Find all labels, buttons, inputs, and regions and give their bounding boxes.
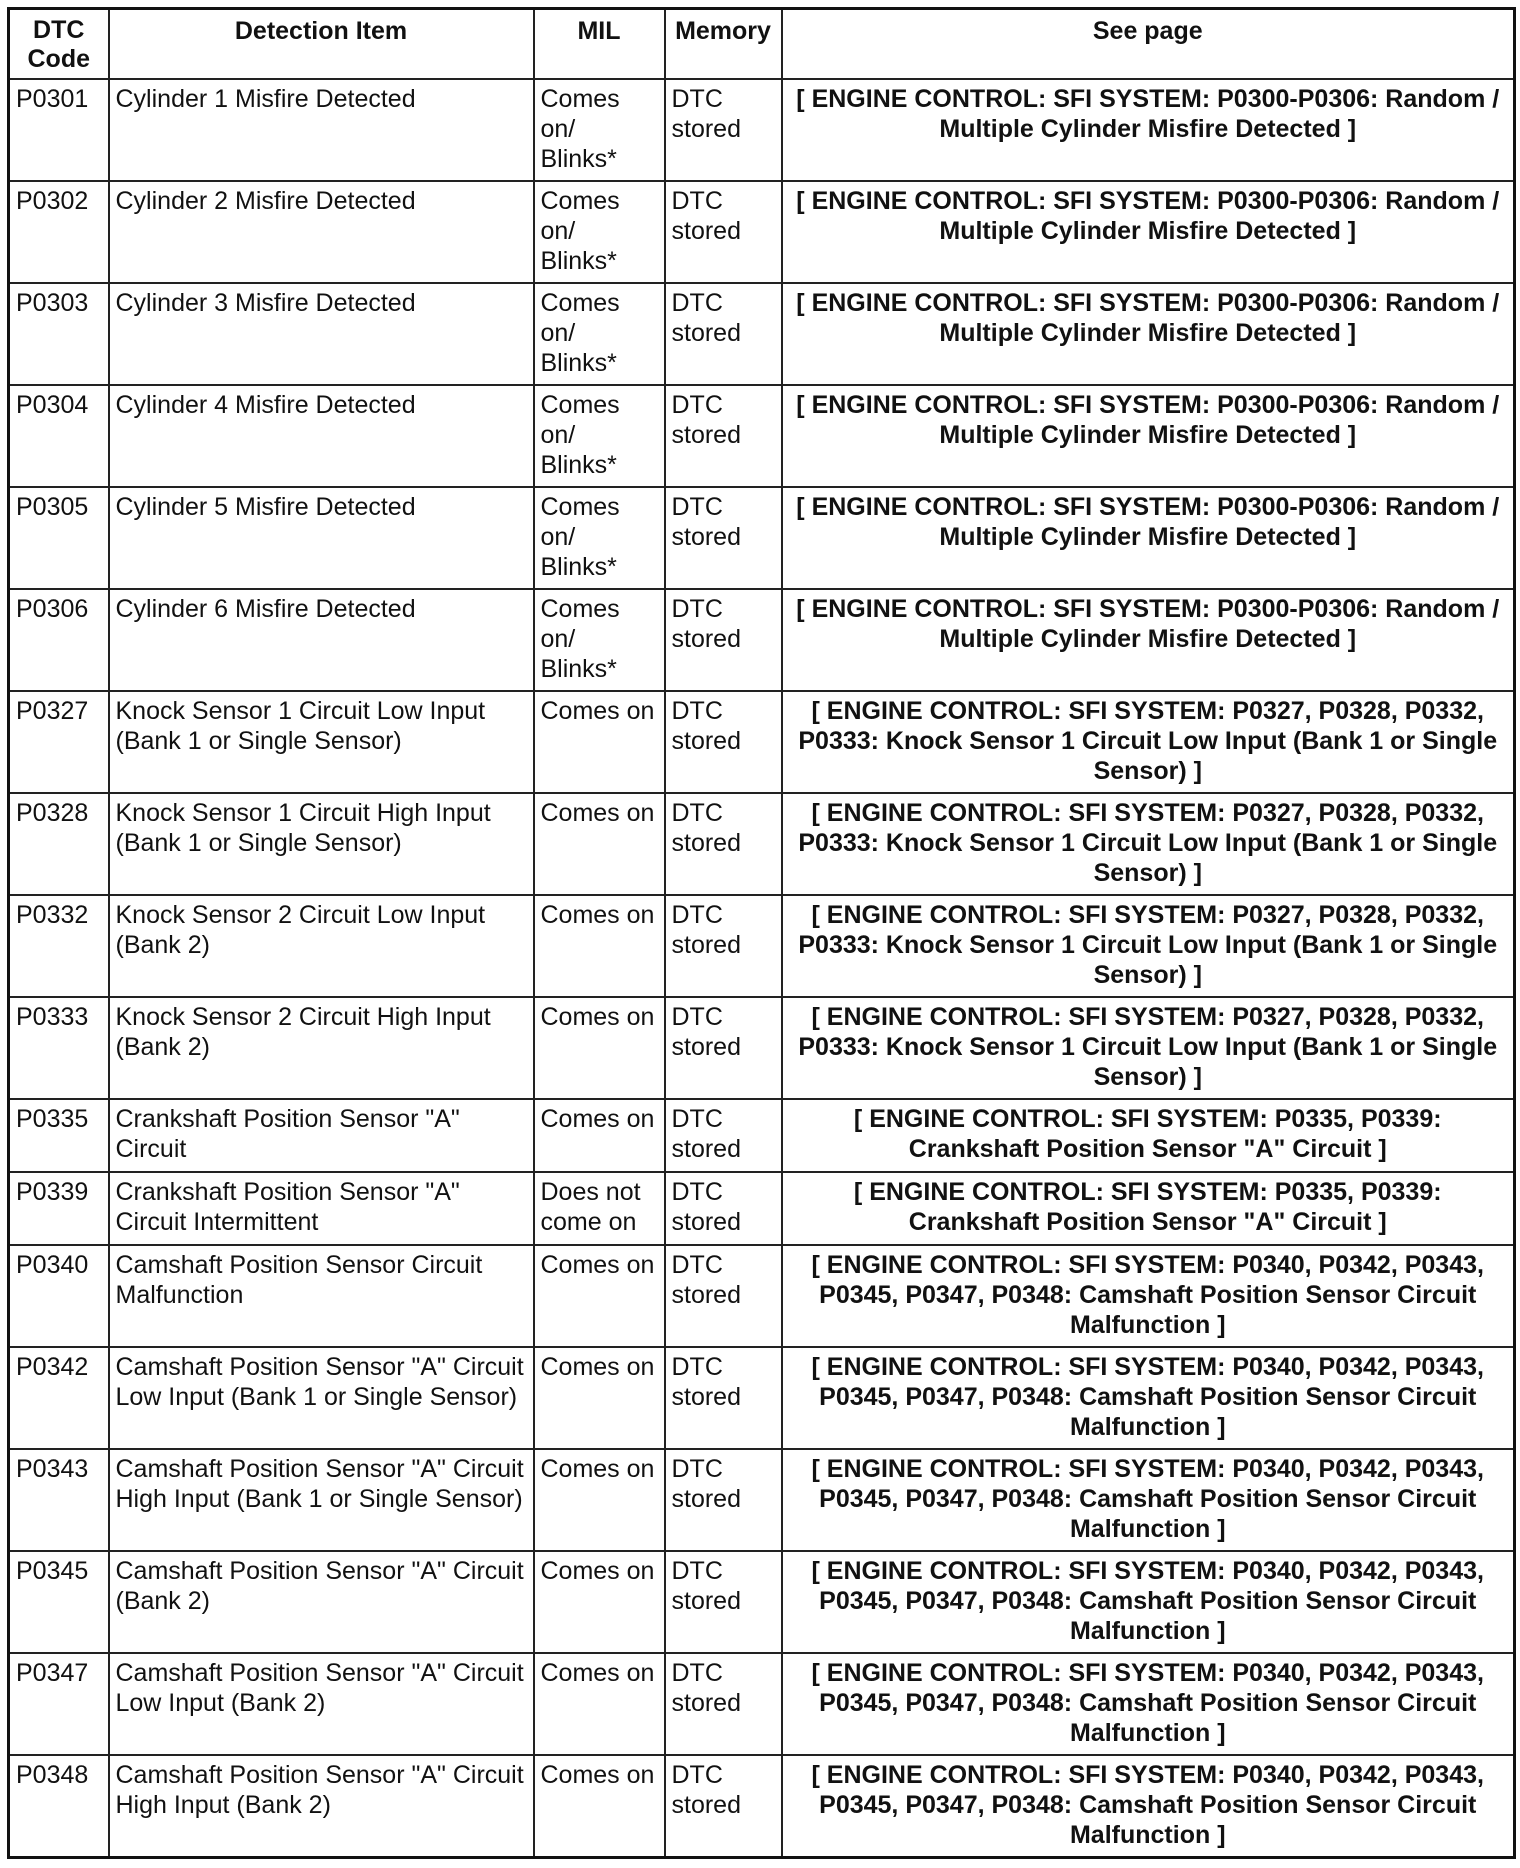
cell-mil: Comes on [534, 1449, 665, 1551]
cell-memory: DTC stored [665, 589, 782, 691]
table-row [9, 1449, 1515, 1551]
cell-dtc-code: P0335 [9, 1099, 109, 1172]
cell-detection-item: Knock Sensor 1 Circuit Low Input (Bank 1 or Single Sensor) [109, 691, 534, 793]
cell-detection-item: Cylinder 2 Misfire Detected [109, 181, 534, 283]
cell-see-page: [ ENGINE CONTROL: SFI SYSTEM: P0340, P0342, P0343, P0345, P0347, P0348: Camshaft Position Sensor Circuit Malfunction ] [782, 1551, 1515, 1653]
cell-dtc-code: P0342 [9, 1347, 109, 1449]
cell-see-page: [ ENGINE CONTROL: SFI SYSTEM: P0327, P0328, P0332, P0333: Knock Sensor 1 Circuit Low Input (Bank 1 or Single Sensor) ] [782, 793, 1515, 895]
cell-mil: Comes on/ Blinks* [534, 487, 665, 589]
cell-memory: DTC stored [665, 1653, 782, 1755]
table-row [9, 181, 1515, 283]
cell-detection-item: Cylinder 3 Misfire Detected [109, 283, 534, 385]
cell-memory: DTC stored [665, 1099, 782, 1172]
table-row [9, 79, 1515, 181]
cell-mil: Comes on [534, 1099, 665, 1172]
cell-mil: Comes on [534, 1755, 665, 1858]
cell-dtc-code: P0347 [9, 1653, 109, 1755]
cell-memory: DTC stored [665, 1347, 782, 1449]
cell-see-page: [ ENGINE CONTROL: SFI SYSTEM: P0300-P0306: Random / Multiple Cylinder Misfire Detected ] [782, 181, 1515, 283]
cell-dtc-code: P0333 [9, 997, 109, 1099]
cell-memory: DTC stored [665, 997, 782, 1099]
dtc-table [7, 7, 1516, 1859]
table-row [9, 793, 1515, 895]
header-dtc-code: DTC Code [9, 9, 109, 80]
table-row [9, 1755, 1515, 1858]
cell-see-page: [ ENGINE CONTROL: SFI SYSTEM: P0300-P0306: Random / Multiple Cylinder Misfire Detected ] [782, 79, 1515, 181]
cell-detection-item: Knock Sensor 1 Circuit High Input (Bank 1 or Single Sensor) [109, 793, 534, 895]
cell-mil: Comes on [534, 1347, 665, 1449]
cell-mil: Comes on [534, 895, 665, 997]
cell-dtc-code: P0340 [9, 1245, 109, 1347]
cell-see-page: [ ENGINE CONTROL: SFI SYSTEM: P0327, P0328, P0332, P0333: Knock Sensor 1 Circuit Low Input (Bank 1 or Single Sensor) ] [782, 691, 1515, 793]
cell-see-page: [ ENGINE CONTROL: SFI SYSTEM: P0340, P0342, P0343, P0345, P0347, P0348: Camshaft Position Sensor Circuit Malfunction ] [782, 1245, 1515, 1347]
table-header-row [9, 9, 1515, 80]
cell-detection-item: Cylinder 1 Misfire Detected [109, 79, 534, 181]
cell-detection-item: Camshaft Position Sensor "A" Circuit High Input (Bank 2) [109, 1755, 534, 1858]
cell-see-page: [ ENGINE CONTROL: SFI SYSTEM: P0340, P0342, P0343, P0345, P0347, P0348: Camshaft Position Sensor Circuit Malfunction ] [782, 1347, 1515, 1449]
table-row [9, 691, 1515, 793]
cell-dtc-code: P0302 [9, 181, 109, 283]
cell-dtc-code: P0348 [9, 1755, 109, 1858]
header-mil: MIL [534, 9, 665, 80]
cell-dtc-code: P0305 [9, 487, 109, 589]
cell-memory: DTC stored [665, 1551, 782, 1653]
cell-memory: DTC stored [665, 1755, 782, 1858]
table-body [9, 79, 1515, 1858]
table-row [9, 997, 1515, 1099]
cell-dtc-code: P0328 [9, 793, 109, 895]
cell-dtc-code: P0304 [9, 385, 109, 487]
cell-dtc-code: P0343 [9, 1449, 109, 1551]
cell-detection-item: Camshaft Position Sensor "A" Circuit Low Input (Bank 1 or Single Sensor) [109, 1347, 534, 1449]
cell-mil: Comes on/ Blinks* [534, 283, 665, 385]
table-row [9, 385, 1515, 487]
cell-memory: DTC stored [665, 487, 782, 589]
cell-see-page: [ ENGINE CONTROL: SFI SYSTEM: P0335, P0339: Crankshaft Position Sensor "A" Circuit ] [782, 1099, 1515, 1172]
cell-mil: Comes on/ Blinks* [534, 385, 665, 487]
table-row [9, 895, 1515, 997]
cell-dtc-code: P0332 [9, 895, 109, 997]
cell-dtc-code: P0306 [9, 589, 109, 691]
cell-memory: DTC stored [665, 283, 782, 385]
cell-detection-item: Knock Sensor 2 Circuit Low Input (Bank 2) [109, 895, 534, 997]
cell-mil: Comes on/ Blinks* [534, 181, 665, 283]
cell-detection-item: Crankshaft Position Sensor "A" Circuit Intermittent [109, 1172, 534, 1245]
cell-dtc-code: P0327 [9, 691, 109, 793]
cell-see-page: [ ENGINE CONTROL: SFI SYSTEM: P0300-P0306: Random / Multiple Cylinder Misfire Detected ] [782, 487, 1515, 589]
cell-mil: Comes on [534, 1245, 665, 1347]
cell-see-page: [ ENGINE CONTROL: SFI SYSTEM: P0335, P0339: Crankshaft Position Sensor "A" Circuit ] [782, 1172, 1515, 1245]
cell-detection-item: Camshaft Position Sensor "A" Circuit High Input (Bank 1 or Single Sensor) [109, 1449, 534, 1551]
cell-detection-item: Camshaft Position Sensor Circuit Malfunction [109, 1245, 534, 1347]
cell-memory: DTC stored [665, 1245, 782, 1347]
cell-see-page: [ ENGINE CONTROL: SFI SYSTEM: P0340, P0342, P0343, P0345, P0347, P0348: Camshaft Position Sensor Circuit Malfunction ] [782, 1653, 1515, 1755]
table-row [9, 487, 1515, 589]
cell-see-page: [ ENGINE CONTROL: SFI SYSTEM: P0340, P0342, P0343, P0345, P0347, P0348: Camshaft Position Sensor Circuit Malfunction ] [782, 1449, 1515, 1551]
cell-memory: DTC stored [665, 181, 782, 283]
cell-see-page: [ ENGINE CONTROL: SFI SYSTEM: P0340, P0342, P0343, P0345, P0347, P0348: Camshaft Position Sensor Circuit Malfunction ] [782, 1755, 1515, 1858]
cell-memory: DTC stored [665, 79, 782, 181]
cell-mil: Comes on [534, 793, 665, 895]
table-row [9, 1653, 1515, 1755]
cell-mil: Does not come on [534, 1172, 665, 1245]
cell-detection-item: Crankshaft Position Sensor "A" Circuit [109, 1099, 534, 1172]
cell-dtc-code: P0301 [9, 79, 109, 181]
table-row [9, 1347, 1515, 1449]
cell-see-page: [ ENGINE CONTROL: SFI SYSTEM: P0327, P0328, P0332, P0333: Knock Sensor 1 Circuit Low Input (Bank 1 or Single Sensor) ] [782, 997, 1515, 1099]
cell-memory: DTC stored [665, 385, 782, 487]
cell-detection-item: Camshaft Position Sensor "A" Circuit (Bank 2) [109, 1551, 534, 1653]
table-row [9, 1551, 1515, 1653]
cell-see-page: [ ENGINE CONTROL: SFI SYSTEM: P0300-P0306: Random / Multiple Cylinder Misfire Detected ] [782, 589, 1515, 691]
cell-memory: DTC stored [665, 1172, 782, 1245]
table-row [9, 1099, 1515, 1172]
table-row [9, 283, 1515, 385]
cell-detection-item: Cylinder 4 Misfire Detected [109, 385, 534, 487]
table-row [9, 1245, 1515, 1347]
cell-memory: DTC stored [665, 691, 782, 793]
cell-memory: DTC stored [665, 895, 782, 997]
header-detection-item: Detection Item [109, 9, 534, 80]
table-row [9, 589, 1515, 691]
cell-dtc-code: P0339 [9, 1172, 109, 1245]
cell-detection-item: Cylinder 5 Misfire Detected [109, 487, 534, 589]
header-see-page: See page [782, 9, 1515, 80]
cell-detection-item: Camshaft Position Sensor "A" Circuit Low Input (Bank 2) [109, 1653, 534, 1755]
cell-mil: Comes on [534, 997, 665, 1099]
header-memory: Memory [665, 9, 782, 80]
cell-see-page: [ ENGINE CONTROL: SFI SYSTEM: P0300-P0306: Random / Multiple Cylinder Misfire Detected ] [782, 385, 1515, 487]
table-row [9, 1172, 1515, 1245]
cell-dtc-code: P0303 [9, 283, 109, 385]
cell-mil: Comes on/ Blinks* [534, 79, 665, 181]
cell-detection-item: Knock Sensor 2 Circuit High Input (Bank 2) [109, 997, 534, 1099]
cell-see-page: [ ENGINE CONTROL: SFI SYSTEM: P0300-P0306: Random / Multiple Cylinder Misfire Detected ] [782, 283, 1515, 385]
cell-mil: Comes on/ Blinks* [534, 589, 665, 691]
cell-memory: DTC stored [665, 793, 782, 895]
cell-dtc-code: P0345 [9, 1551, 109, 1653]
cell-memory: DTC stored [665, 1449, 782, 1551]
cell-mil: Comes on [534, 1551, 665, 1653]
cell-mil: Comes on [534, 1653, 665, 1755]
cell-see-page: [ ENGINE CONTROL: SFI SYSTEM: P0327, P0328, P0332, P0333: Knock Sensor 1 Circuit Low Input (Bank 1 or Single Sensor) ] [782, 895, 1515, 997]
cell-detection-item: Cylinder 6 Misfire Detected [109, 589, 534, 691]
cell-mil: Comes on [534, 691, 665, 793]
